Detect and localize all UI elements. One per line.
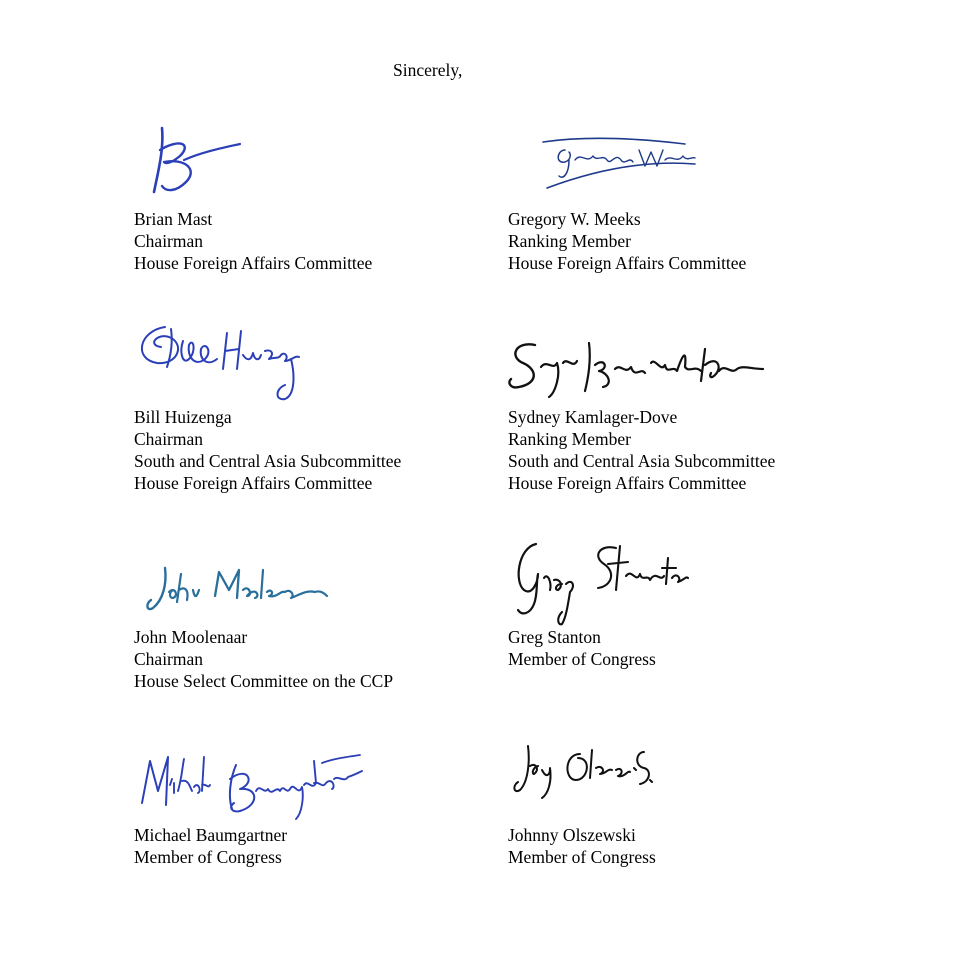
signatory-name: Michael Baumgartner bbox=[134, 825, 288, 845]
signatory-title: Chairman bbox=[134, 231, 204, 251]
signatory-title: Chairman bbox=[134, 429, 204, 449]
signature-brian-mast bbox=[140, 120, 260, 205]
signatory-block-sydney-kamlager-dove bbox=[508, 406, 775, 494]
signatory-name: Greg Stanton bbox=[508, 627, 601, 647]
closing-salutation: Sincerely, bbox=[393, 60, 463, 80]
signatory-committee: House Foreign Affairs Committee bbox=[508, 473, 747, 493]
signature-michael-baumgartner bbox=[136, 735, 366, 825]
signatory-block-johnny-olszewski bbox=[508, 824, 656, 868]
signatory-title: Member of Congress bbox=[508, 847, 656, 867]
signatory-block-brian-mast bbox=[134, 208, 372, 274]
signatory-committee: House Foreign Affairs Committee bbox=[134, 253, 373, 273]
signatory-name: Gregory W. Meeks bbox=[508, 209, 641, 229]
signatory-block-bill-huizenga bbox=[134, 406, 401, 494]
signatory-block-michael-baumgartner bbox=[134, 824, 287, 868]
signatory-block-john-moolenaar bbox=[134, 626, 393, 692]
signatory-name: Bill Huizenga bbox=[134, 407, 232, 427]
signature-sydney-kamlager-dove bbox=[505, 335, 770, 405]
signatory-committee: House Foreign Affairs Committee bbox=[508, 253, 747, 273]
signatory-committee: House Foreign Affairs Committee bbox=[134, 473, 373, 493]
signatory-subcommittee: South and Central Asia Subcommittee bbox=[134, 451, 402, 471]
signatory-committee: House Select Committee on the CCP bbox=[134, 671, 394, 691]
signatory-name: Brian Mast bbox=[134, 209, 213, 229]
signature-gregory-meeks bbox=[535, 130, 705, 200]
signatory-block-greg-stanton bbox=[508, 626, 656, 670]
signature-johnny-olszewski bbox=[512, 740, 662, 805]
signatory-title: Member of Congress bbox=[134, 847, 282, 867]
signatory-name: Johnny Olszewski bbox=[508, 825, 636, 845]
signatory-name: John Moolenaar bbox=[134, 627, 248, 647]
signatory-name: Sydney Kamlager-Dove bbox=[508, 407, 678, 427]
signature-greg-stanton bbox=[508, 538, 693, 628]
signatory-subcommittee: South and Central Asia Subcommittee bbox=[508, 451, 776, 471]
signatory-title: Ranking Member bbox=[508, 231, 631, 251]
signatory-title: Ranking Member bbox=[508, 429, 631, 449]
signature-john-moolenaar bbox=[145, 560, 335, 615]
signatory-block-gregory-meeks bbox=[508, 208, 746, 274]
signature-bill-huizenga bbox=[135, 315, 310, 410]
signatory-title: Chairman bbox=[134, 649, 204, 669]
signatory-title: Member of Congress bbox=[508, 649, 656, 669]
